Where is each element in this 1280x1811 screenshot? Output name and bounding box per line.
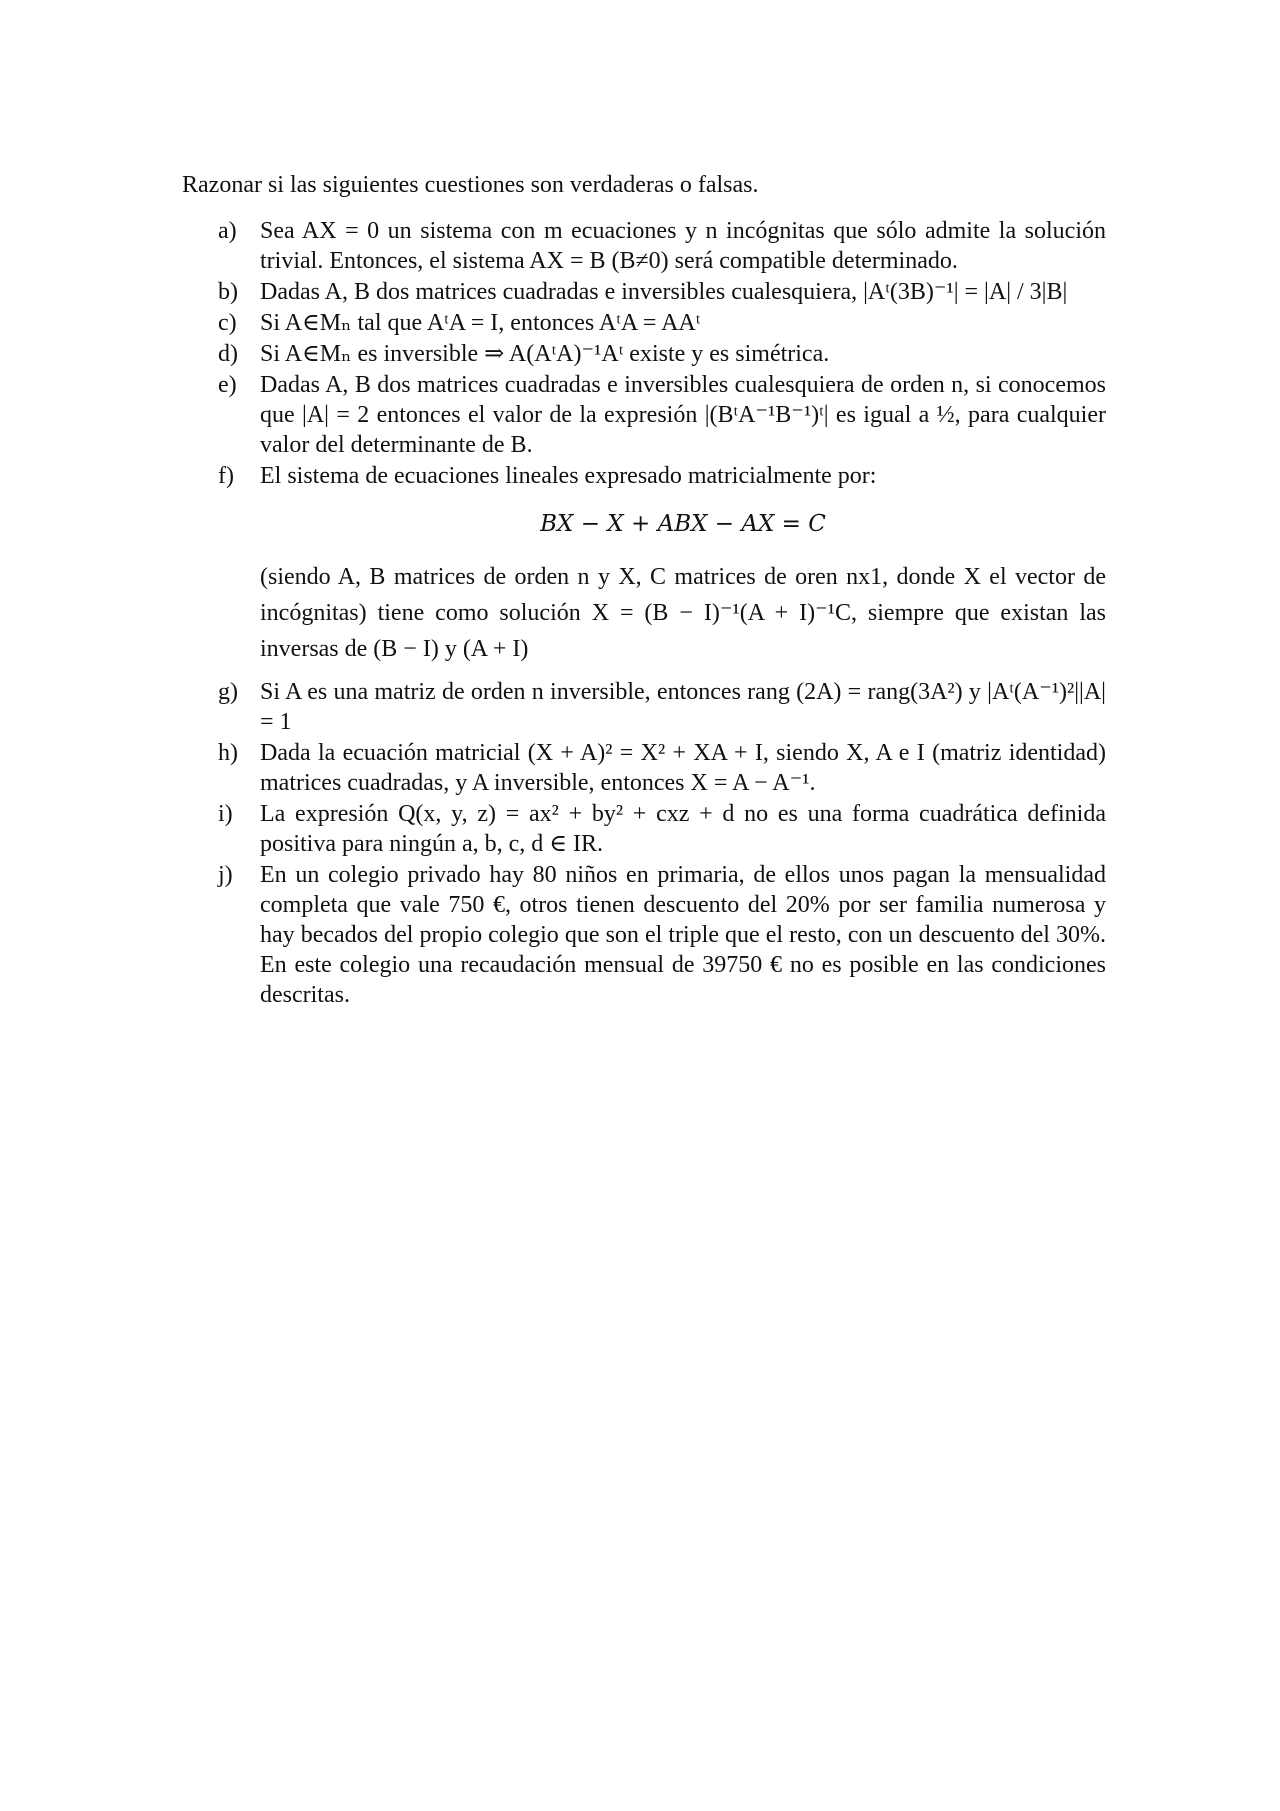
- item-marker-e: e): [218, 372, 237, 398]
- question-item-e: [218, 370, 1106, 460]
- item-marker-f: f): [218, 463, 234, 489]
- item-marker-b: b): [218, 279, 238, 305]
- question-item-h: [218, 738, 1106, 798]
- item-marker-c: c): [218, 310, 237, 336]
- question-item-b: [218, 277, 1106, 307]
- item-marker-d: d): [218, 341, 238, 367]
- item-text-f-continuation: (siendo A, B matrices de orden n y X, C matrices de oren nx1, donde X el vector de incógnitas) tiene como solución X = (B − I)⁻¹(A + I)⁻¹C, siempre que existan las inversas de (B − I) y (A + I): [260, 564, 1106, 662]
- question-item-c: [218, 308, 1106, 338]
- item-text-e: Dadas A, B dos matrices cuadradas e inversibles cualesquiera de orden n, si conocemos que |A| = 2 entonces el valor de la expresión |(BᵗA⁻¹B⁻¹)ᵗ| es igual a ½, para cualquier valor del determinante de B.: [260, 372, 1106, 458]
- item-text-c: Si A∈Mₙ tal que AᵗA = I, entonces AᵗA = AAᵗ: [260, 310, 701, 336]
- item-text-d: Si A∈Mₙ es inversible ⇒ A(AᵗA)⁻¹Aᵗ existe y es simétrica.: [260, 341, 830, 367]
- item-text-i: La expresión Q(x, y, z) = ax² + by² + cxz + d no es una forma cuadrática definida positiva para ningún a, b, c, d ∈ IR.: [260, 801, 1106, 857]
- item-text-h: Dada la ecuación matricial (X + A)² = X² + XA + I, siendo X, A e I (matriz identidad) matrices cuadradas, y A inversible, entonces X = A − A⁻¹.: [260, 740, 1106, 796]
- item-marker-a: a): [218, 218, 237, 244]
- question-item-d: [218, 339, 1106, 369]
- item-text-a: Sea AX = 0 un sistema con m ecuaciones y n incógnitas que sólo admite la solución trivial. Entonces, el sistema AX = B (B≠0) será compatible determinado.: [260, 218, 1106, 274]
- display-equation: BX − X + ABX − AX = C: [540, 511, 826, 537]
- intro-text: Razonar si las siguientes cuestiones son verdaderas o falsas.: [182, 172, 759, 198]
- question-item-j: [218, 860, 1106, 1010]
- item-marker-h: h): [218, 740, 238, 766]
- item-text-j: En un colegio privado hay 80 niños en primaria, de ellos unos pagan la mensualidad completa que vale 750 €, otros tienen descuento del 20% por ser familia numerosa y hay becados del propio colegio que son el triple que el resto, con un descuento del 30%. En este colegio una recaudación mensual de 39750 € no es posible en las condiciones descritas.: [260, 862, 1106, 1008]
- question-item-g: [218, 677, 1106, 737]
- question-item-i: [218, 799, 1106, 859]
- question-item-f: [218, 461, 1106, 667]
- question-list: [218, 216, 1106, 1011]
- item-marker-j: j): [218, 862, 233, 888]
- item-text-f: El sistema de ecuaciones lineales expresado matricialmente por:: [260, 463, 877, 489]
- item-marker-g: g): [218, 679, 238, 705]
- item-text-b: Dadas A, B dos matrices cuadradas e inversibles cualesquiera, |Aᵗ(3B)⁻¹| = |A| / 3|B|: [260, 279, 1068, 305]
- item-marker-i: i): [218, 801, 233, 827]
- item-text-g: Si A es una matriz de orden n inversible, entonces rang (2A) = rang(3A²) y |Aᵗ(A⁻¹)²||A| = 1: [260, 679, 1106, 735]
- question-item-a: [218, 216, 1106, 276]
